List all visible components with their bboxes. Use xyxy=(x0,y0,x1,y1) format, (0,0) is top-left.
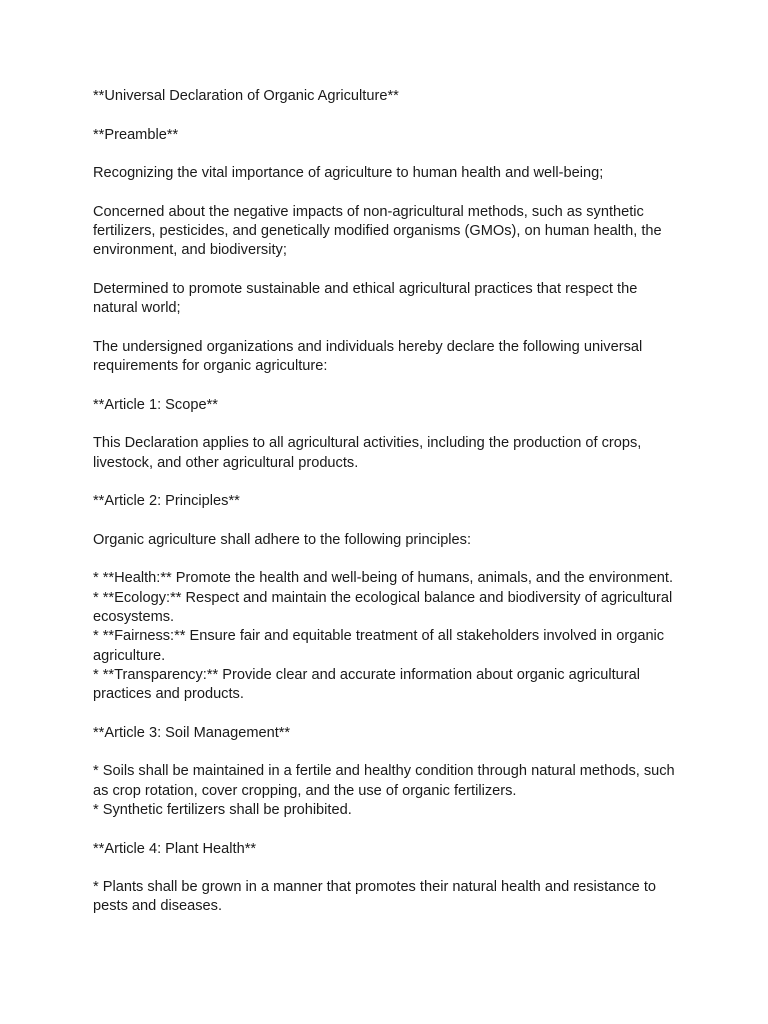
list-item: * **Fairness:** Ensure fair and equitable treatment of all stakeholders involved in organic agriculture. xyxy=(93,628,665,664)
list-item: * **Transparency:** Provide clear and accurate information about organic agricultural practices and products. xyxy=(93,666,641,703)
article-2-heading: **Article 2: Principles** xyxy=(93,493,240,510)
preamble-paragraph-1: Recognizing the vital importance of agriculture to human health and well-being; xyxy=(93,165,604,182)
document-title: **Universal Declaration of Organic Agriculture** xyxy=(93,88,399,104)
list-item: * Plants shall be grown in a manner that promotes their natural health and resistance to pests and diseases. xyxy=(93,879,656,915)
preamble-heading: **Preamble** xyxy=(93,126,179,143)
list-item: * Soils shall be maintained in a fertile and healthy condition through natural methods, such as crop rotation, cover cropping, and the use of organic fertilizers. xyxy=(93,763,675,799)
article-1-text: This Declaration applies to all agricultural activities, including the production of crops, livestock, and other agricultural products. xyxy=(93,435,642,471)
list-item: * **Ecology:** Respect and maintain the ecological balance and biodiversity of agricultural ecosystems. xyxy=(93,589,673,626)
article-2-principles-list xyxy=(93,569,683,704)
list-item: * **Health:** Promote the health and well-being of humans, animals, and the environment. xyxy=(93,570,674,587)
list-item: * Synthetic fertilizers shall be prohibited. xyxy=(93,801,352,818)
preamble-paragraph-4: The undersigned organizations and individuals hereby declare the following universal requirements for organic agriculture: xyxy=(93,338,643,375)
article-3-heading: **Article 3: Soil Management** xyxy=(93,724,291,741)
preamble-paragraph-3: Determined to promote sustainable and ethical agricultural practices that respect the natural world; xyxy=(93,280,638,317)
article-3-list xyxy=(93,762,683,820)
document-page xyxy=(93,87,683,936)
preamble-paragraph-2: Concerned about the negative impacts of non-agricultural methods, such as synthetic fertilizers, pesticides, and genetically modified organisms (GMOs), on human health, the environment, and biodiversity; xyxy=(93,203,662,259)
article-4-list xyxy=(93,878,683,917)
article-2-intro: Organic agriculture shall adhere to the following principles: xyxy=(93,531,472,548)
article-4-heading: **Article 4: Plant Health** xyxy=(93,840,257,857)
article-1-heading: **Article 1: Scope** xyxy=(93,396,218,413)
